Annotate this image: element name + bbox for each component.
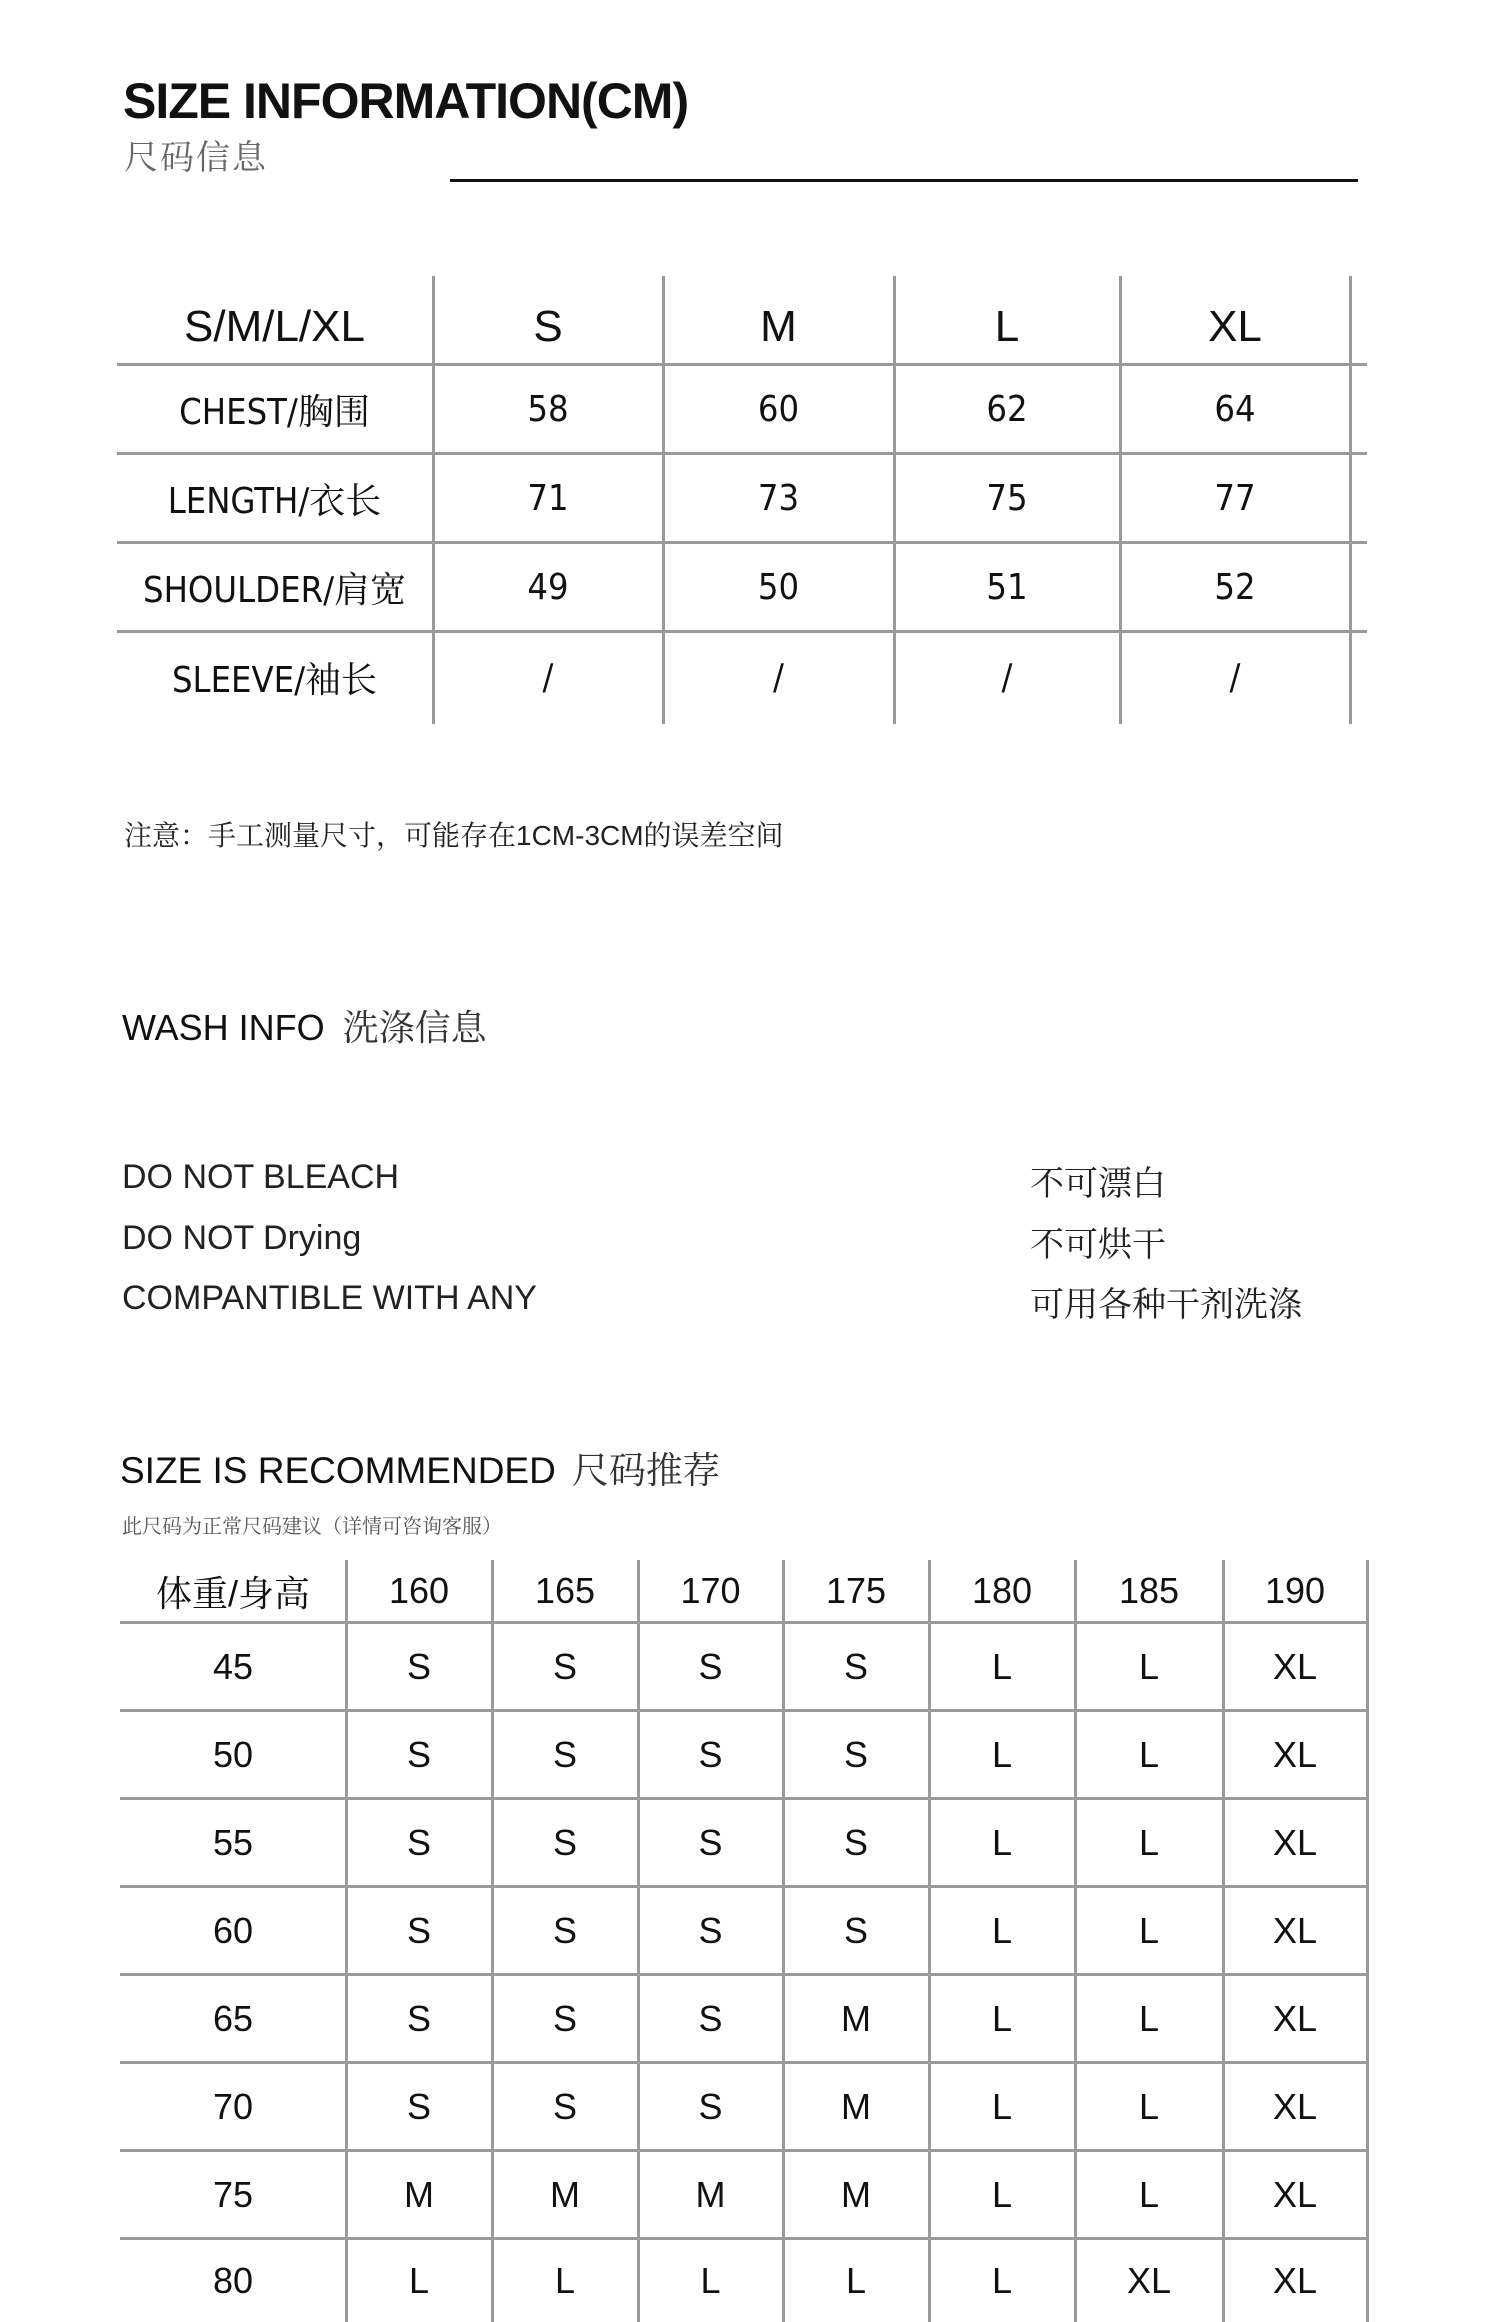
size-cell: 51	[986, 566, 1028, 608]
size-row-label: SLEEVE/袖长	[171, 659, 378, 701]
recommend-cell: L	[700, 2260, 721, 2301]
wash-item-cn: 不可烘干	[1030, 1226, 1166, 1264]
recommend-cell: S	[406, 1734, 431, 1775]
size-header-m: M	[760, 301, 797, 351]
recommend-cell: S	[406, 1822, 431, 1863]
wash-item-cn: 可用各种干剂洗涤	[1030, 1286, 1302, 1324]
recommend-cell: S	[552, 1822, 577, 1863]
size-cell: 71	[527, 477, 569, 519]
height-header: 190	[1264, 1570, 1326, 1611]
recommend-cell: S	[698, 2086, 723, 2127]
size-cell: 77	[1214, 477, 1256, 519]
weight-label: 70	[212, 2086, 254, 2127]
recommend-cell: XL	[1272, 1646, 1318, 1687]
recommend-cell: L	[991, 1910, 1013, 1951]
recommend-cell: XL	[1126, 2260, 1172, 2301]
recommend-cell: XL	[1272, 2174, 1318, 2215]
size-row-label: LENGTH/衣长	[167, 480, 382, 522]
wash-item-cn: 不可漂白	[1030, 1165, 1166, 1203]
weight-label: 65	[212, 1998, 254, 2039]
size-cell: 62	[986, 388, 1028, 430]
recommend-cell: L	[1138, 2174, 1160, 2215]
recommend-cell: L	[1138, 1910, 1160, 1951]
recommend-cell: L	[1138, 1734, 1160, 1775]
size-table-corner: S/M/L/XL	[184, 301, 365, 351]
recommend-heading	[120, 1440, 720, 1494]
size-cell: 73	[757, 477, 800, 519]
recommend-cell: S	[406, 1998, 431, 2039]
size-table-divider	[1349, 276, 1352, 724]
size-header-l: L	[994, 301, 1020, 351]
weight-label: 55	[212, 1822, 254, 1863]
wash-info-heading	[122, 1000, 487, 1051]
recommend-cell: XL	[1272, 2086, 1318, 2127]
recommend-cell: L	[1138, 1998, 1160, 2039]
recommend-cell: XL	[1272, 1734, 1318, 1775]
recommend-cell: S	[552, 1646, 577, 1687]
weight-label: 45	[212, 1646, 254, 1687]
recommend-cell: L	[991, 1998, 1013, 2039]
recommend-cell: L	[845, 2260, 867, 2301]
recommend-cell: S	[552, 1998, 577, 2039]
recommend-table-corner: 体重/身高	[155, 1572, 310, 1614]
size-header-s: S	[533, 301, 563, 351]
recommend-cell: S	[406, 2086, 431, 2127]
height-header: 175	[825, 1570, 887, 1611]
height-header: 165	[534, 1570, 596, 1611]
recommend-cell: M	[404, 2174, 434, 2215]
size-cell: 60	[757, 388, 800, 430]
page-title: SIZE INFORMATION(CM)	[123, 73, 689, 129]
height-header: 160	[388, 1570, 450, 1611]
size-cell: /	[773, 656, 784, 698]
recommend-cell: S	[406, 1646, 431, 1687]
wash-item-en: DO NOT Drying	[122, 1219, 362, 1257]
recommend-cell: S	[698, 1822, 723, 1863]
height-header: 170	[680, 1570, 741, 1611]
recommend-cell: S	[843, 1734, 868, 1775]
recommend-cell: L	[554, 2260, 576, 2301]
recommend-cell: M	[841, 1998, 871, 2039]
recommend-cell: L	[991, 2086, 1013, 2127]
recommend-cell: S	[698, 1910, 723, 1951]
measurement-note: 注意：手工测量尺寸，可能存在1CM-3CM的误差空间	[124, 820, 784, 851]
size-cell: 64	[1214, 388, 1256, 430]
size-cell: 75	[986, 477, 1028, 519]
recommend-cell: S	[843, 1822, 868, 1863]
size-cell: 58	[527, 388, 569, 430]
height-header: 185	[1118, 1570, 1180, 1611]
recommend-cell: S	[406, 1910, 431, 1951]
size-cell: 49	[527, 566, 569, 608]
recommend-cell: M	[550, 2174, 580, 2215]
size-row-label: CHEST/胸围	[179, 391, 370, 433]
size-cell: 52	[1214, 566, 1256, 608]
recommend-cell: L	[1138, 1646, 1160, 1687]
recommend-note: 此尺码为正常尺码建议（详情可咨询客服）	[122, 1516, 502, 1538]
size-row-label: SHOULDER/肩宽	[143, 569, 406, 611]
recommend-title-cn: 尺码推荐	[571, 1450, 720, 1491]
recommend-cell: L	[991, 2260, 1013, 2301]
wash-info-title-en: WASH INFO	[122, 1007, 325, 1048]
recommend-cell: L	[408, 2260, 430, 2301]
recommend-cell: M	[841, 2086, 871, 2127]
wash-info-title-cn: 洗涤信息	[342, 1007, 487, 1048]
size-header-xl: XL	[1208, 301, 1262, 351]
title-divider	[450, 179, 1358, 182]
recommend-cell: S	[552, 2086, 577, 2127]
wash-item-en: DO NOT BLEACH	[122, 1158, 400, 1196]
recommend-title-en: SIZE IS RECOMMENDED	[120, 1450, 556, 1491]
size-cell: /	[542, 656, 554, 698]
weight-label: 75	[212, 2174, 254, 2215]
weight-label: 50	[212, 1734, 254, 1775]
recommend-cell: S	[698, 1734, 723, 1775]
size-cell: /	[1229, 656, 1241, 698]
size-cell: 50	[757, 566, 800, 608]
recommend-cell: S	[552, 1734, 577, 1775]
recommend-cell: S	[698, 1998, 723, 2039]
size-cell: /	[1001, 656, 1013, 698]
weight-label: 80	[212, 2260, 254, 2301]
recommend-cell: L	[1138, 2086, 1160, 2127]
recommend-cell: S	[843, 1910, 868, 1951]
recommend-cell: L	[1138, 1822, 1160, 1863]
recommend-cell: S	[698, 1646, 723, 1687]
recommend-cell: M	[841, 2174, 871, 2215]
recommend-cell: L	[991, 1822, 1013, 1863]
recommend-cell: L	[991, 1734, 1013, 1775]
recommend-cell: XL	[1272, 1822, 1318, 1863]
wash-item-en: COMPANTIBLE WITH ANY	[122, 1279, 537, 1317]
weight-label: 60	[212, 1910, 254, 1951]
recommend-cell: XL	[1272, 1998, 1318, 2039]
recommend-cell: S	[843, 1646, 868, 1687]
recommend-cell: M	[695, 2174, 726, 2215]
recommend-cell: XL	[1272, 1910, 1318, 1951]
recommend-cell: XL	[1272, 2260, 1318, 2301]
page-subtitle: 尺码信息	[124, 139, 268, 177]
recommend-cell: S	[552, 1910, 577, 1951]
recommend-cell: L	[991, 2174, 1013, 2215]
recommend-cell: L	[991, 1646, 1013, 1687]
height-header: 180	[971, 1570, 1033, 1611]
